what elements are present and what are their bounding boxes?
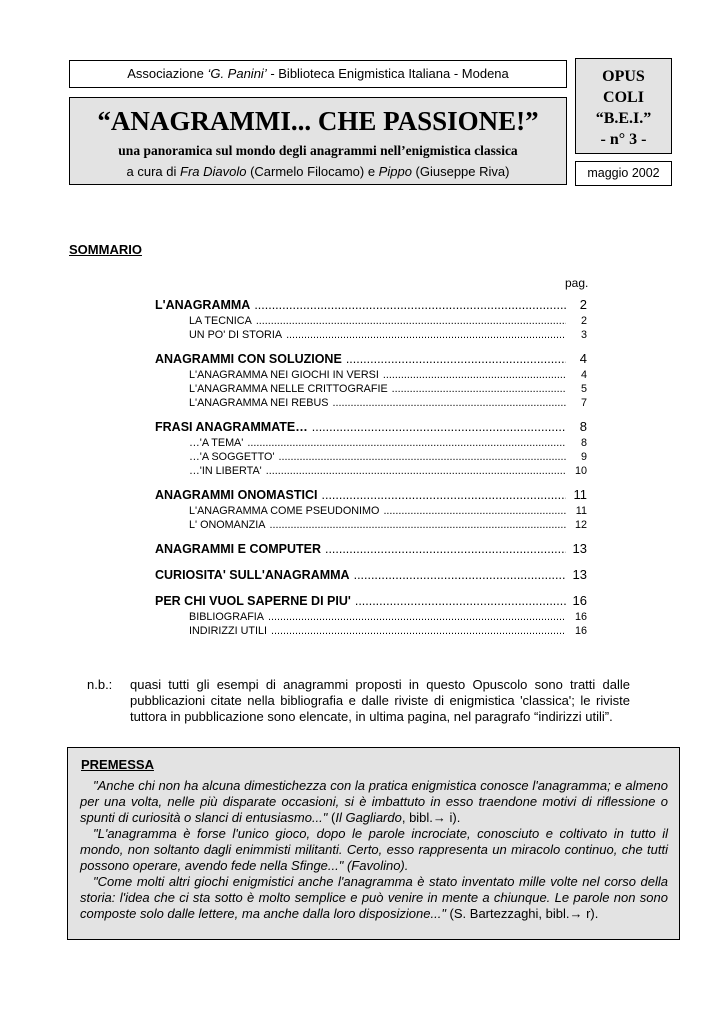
toc-entry-page: 11 [573,487,587,502]
toc-entry-page: 9 [580,451,587,463]
dot-leader [354,567,566,584]
opus-line-4: - n° 3 - [600,131,647,148]
dot-leader [346,351,566,368]
toc-entry-title: …'IN LIBERTA' [189,465,262,477]
toc-entry-title: CURIOSITA' SULL'ANAGRAMMA [155,568,350,582]
toc-section [155,592,587,638]
toc-entry-page: 16 [574,611,587,623]
table-of-contents [155,296,587,646]
curator1-name: (Carmelo Filocamo) e [246,164,379,179]
toc-main-entry [155,566,587,584]
toc-entry-title: ANAGRAMMI E COMPUTER [155,542,321,556]
premessa-quote-2 [80,826,668,874]
dot-leader [279,450,566,464]
toc-entry-title: L'ANAGRAMMA COME PSEUDONIMO [189,505,380,517]
dot-leader [392,382,566,396]
quote-1-source-open: ( [327,810,336,825]
toc-entry-page: 8 [580,437,587,449]
toc-entry-page: 13 [572,541,587,556]
dot-leader [325,541,566,558]
toc-entry-page: 12 [574,519,587,531]
curators-prefix: a cura di [126,164,180,179]
toc-sub-entry [155,518,587,532]
toc-entry-title: LA TECNICA [189,315,252,327]
toc-sub-entry [155,328,587,342]
toc-section [155,486,587,532]
toc-entry-title: L'ANAGRAMMA NEI REBUS [189,397,329,409]
toc-entry-page: 11 [575,505,587,517]
quote-3-text: "Come molti altri giochi enigmistici anche l'anagramma è stato inventato mille volte nel corso della storia: l'idea che ci sta sotto è molto semplice e può venire in mente a chiunque. Le parole non sono composte solo dalle lettere, ma anche dalla loro disposizione..." [80,874,668,921]
opus-line-2: COLI [603,89,644,106]
association-header [69,60,567,88]
toc-sub-entry [155,314,587,328]
toc-entry-page: 5 [580,383,587,395]
premessa-box [67,747,680,940]
dot-leader [268,610,566,624]
toc-sub-entry [155,436,587,450]
toc-entry-title: FRASI ANAGRAMMATE… [155,420,308,434]
toc-main-entry [155,296,587,314]
page-column-label: pag. [565,276,589,290]
opus-box [575,58,672,154]
toc-entry-title: ANAGRAMMI CON SOLUZIONE [155,352,342,366]
quote-1-source-close: , bibl.→ i). [401,810,461,825]
note-block [87,677,630,725]
toc-entry-page: 2 [579,297,587,312]
toc-main-entry [155,592,587,610]
toc-sub-entry [155,368,587,382]
note-label: n.b.: [87,677,113,692]
dot-leader [254,297,566,314]
toc-main-entry [155,540,587,558]
toc-entry-page: 4 [580,369,587,381]
dot-leader [383,504,566,518]
toc-entry-title: UN PO' DI STORIA [189,329,283,341]
toc-entry-title: …'A SOGGETTO' [189,451,275,463]
toc-entry-title: L'ANAGRAMMA NELLE CRITTOGRAFIE [189,383,388,395]
toc-entry-title: L' ONOMANZIA [189,519,266,531]
assoc-suffix: - Biblioteca Enigmistica Italiana - Modena [266,66,509,81]
dot-leader [247,436,566,450]
curator1-alias: Fra Diavolo [180,164,247,179]
dot-leader [286,328,566,342]
toc-section [155,296,587,342]
toc-entry-title: BIBLIOGRAFIA [189,611,264,623]
title-box [69,97,567,185]
assoc-prefix: Associazione [127,66,208,81]
dot-leader [256,314,566,328]
toc-sub-entry [155,504,587,518]
quote-3-source: (S. Bartezzaghi, bibl.→ r). [445,906,599,921]
toc-entry-page: 16 [572,593,587,608]
toc-sub-entry [155,382,587,396]
page-subtitle: una panoramica sul mondo degli anagrammi nell’enigmistica classica [118,143,518,158]
toc-sub-entry [155,610,587,624]
quote-2-text: "L'anagramma è forse l'unico gioco, dopo le parole incrociate, conosciuto e coltivato in tutto il mondo, non soltanto dagli enimmisti militanti. Certo, esso rappresenta un miracolo continuo, che tutti possono operare, avendo fede nella Sfinge..." (Favolino). [80,826,668,873]
dot-leader [312,419,566,436]
toc-entry-title: INDIRIZZI UTILI [189,625,267,637]
toc-entry-page: 13 [572,567,587,582]
quote-1-text: "Anche chi non ha alcuna dimestichezza con la pratica enigmistica conosce l'anagramma; e almeno per una volta, nelle più disparate occasioni, si è imbattuto in esso traendone motivi di riflessione o spunti di curiosità o slanci di entusiasmo..." [80,778,668,825]
opus-line-3: “B.E.I.” [595,110,652,127]
premessa-quote-1 [80,778,668,826]
page-title: “ANAGRAMMI... CHE PASSIONE!” [97,106,539,136]
assoc-name: ‘G. Panini’ [207,66,267,81]
toc-section [155,350,587,410]
toc-entry-title: ANAGRAMMI ONOMASTICI [155,488,318,502]
curator2-name: (Giuseppe Riva) [411,164,510,179]
dot-leader [355,593,566,610]
toc-section [155,418,587,478]
toc-sub-entry [155,396,587,410]
toc-section [155,540,587,558]
dot-leader [266,464,566,478]
toc-entry-title: PER CHI VUOL SAPERNE DI PIU' [155,594,351,608]
premessa-heading: PREMESSA [81,757,154,772]
toc-sub-entry [155,624,587,638]
toc-entry-title: L'ANAGRAMMA [155,298,251,312]
toc-main-entry [155,350,587,368]
dot-leader [271,624,566,638]
toc-main-entry [155,486,587,504]
toc-sub-entry [155,464,587,478]
premessa-quote-3 [80,874,668,922]
publication-date: maggio 2002 [575,161,672,186]
dot-leader [332,396,566,410]
curators-line [70,164,566,180]
dot-leader [383,368,566,382]
toc-entry-title: L'ANAGRAMMA NEI GIOCHI IN VERSI [189,369,379,381]
quote-1-source: Il Gagliardo [335,810,402,825]
toc-entry-page: 7 [580,397,587,409]
toc-entry-title: …'A TEMA' [189,437,244,449]
note-text: quasi tutti gli esempi di anagrammi proposti in questo Opuscolo sono tratti dalle pubblicazioni citate nella bibliografia e dalle riviste di enigmistica 'classica'; le riviste tuttora in pubblicazione sono elencate, in ultima pagina, nel paragrafo “indirizzi utili”. [130,677,630,724]
dot-leader [322,487,567,504]
toc-entry-page: 2 [580,315,587,327]
sommario-heading: SOMMARIO [69,242,142,257]
toc-entry-page: 4 [579,351,587,366]
toc-entry-page: 10 [574,465,587,477]
toc-sub-entry [155,450,587,464]
toc-entry-page: 16 [574,625,587,637]
toc-main-entry [155,418,587,436]
curator2-alias: Pippo [378,164,412,179]
toc-section [155,566,587,584]
opus-line-1: OPUS [602,68,645,85]
toc-entry-page: 8 [579,419,587,434]
dot-leader [269,518,566,532]
toc-entry-page: 3 [580,329,587,341]
